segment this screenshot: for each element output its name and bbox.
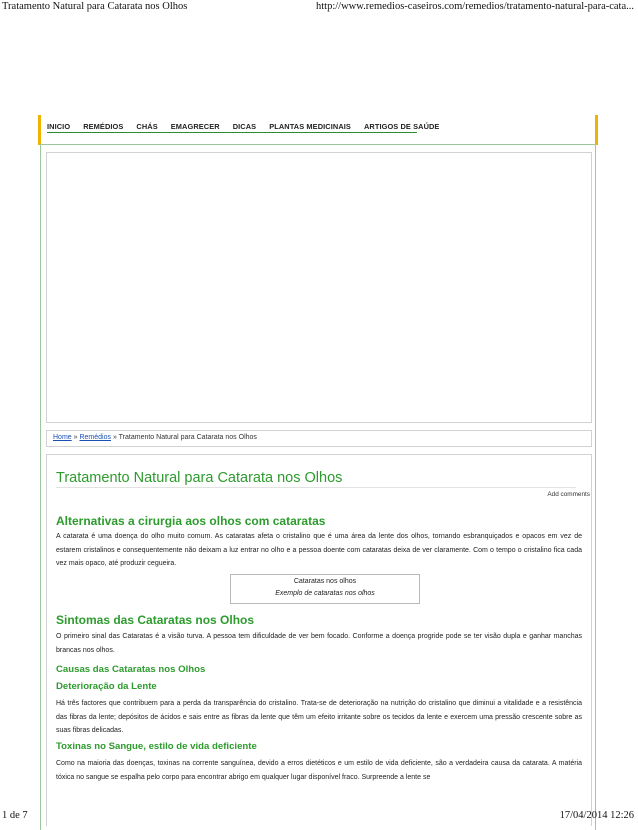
paragraph-toxinas: Como na maioria das doenças, toxinas na corrente sanguínea, devido a erros dietéticos e um estilo de vida deficiente, são a verdadeira causa da catarata. A matéria tóxica no sangue se espalha pelo corpo para encontrar abrigo em qualquer lugar disponível fraco. Surpreende a lente se — [56, 760, 582, 781]
nav-item-artigos-de-saude[interactable]: ARTIGOS DE SAÚDE — [363, 122, 440, 131]
ad-area — [46, 152, 592, 423]
print-datetime: 17/04/2014 12:26 — [559, 810, 634, 821]
heading-sintomas: Sintomas das Cataratas nos Olhos — [56, 613, 255, 627]
paragraph-intro: A catarata é uma doença do olho muito comum. As cataratas afeta o cristalino que é uma área da lente dos olhos, tornando esbranquiçados e opacos em vez de estarem cristalinos e consequentemente não deixam a luz entrar no olho e a pessoa doente com cataratas deixa de ver claramente. Com o tempo o cristalino fica cada vez mais opaco, até produzir cegueira. — [56, 533, 582, 568]
print-url: http://www.remedios-caseiros.com/remedios/tratamento-natural-para-cata... — [316, 1, 634, 12]
main-nav — [38, 115, 598, 145]
nav-item-inicio[interactable]: INICIO — [47, 122, 71, 131]
print-header — [0, 0, 638, 16]
breadcrumb-remedios-link[interactable]: Remédios — [79, 434, 111, 441]
heading-causas: Causas das Cataratas nos Olhos — [56, 664, 206, 675]
figure-cataratas — [230, 574, 420, 604]
heading-toxinas: Toxinas no Sangue, estilo de vida deficiente — [56, 741, 257, 752]
breadcrumb-home-link[interactable]: Home — [53, 434, 72, 441]
breadcrumb-separator: » — [111, 434, 119, 441]
nav-item-chas[interactable]: CHÁS — [136, 122, 158, 131]
breadcrumb — [46, 430, 592, 447]
nav-item-dicas[interactable]: DICAS — [232, 122, 257, 131]
title-divider — [56, 487, 576, 488]
print-page-title: Tratamento Natural para Catarata nos Olhos — [2, 1, 188, 12]
breadcrumb-current: Tratamento Natural para Catarata nos Olhos — [118, 434, 257, 441]
nav-item-plantas-medicinais[interactable]: PLANTAS MEDICINAIS — [269, 122, 351, 131]
nav-item-remedios[interactable]: REMÉDIOS — [83, 122, 124, 131]
heading-alternativas: Alternativas a cirurgia aos olhos com cataratas — [56, 514, 326, 528]
article-title: Tratamento Natural para Catarata nos Olhos — [56, 470, 343, 486]
nav-item-emagrecer[interactable]: EMAGRECER — [170, 122, 220, 131]
print-page-count: 1 de 7 — [2, 810, 28, 821]
heading-deterioracao: Deterioração da Lente — [56, 681, 157, 692]
nav-underline — [47, 132, 417, 133]
figure-caption: Exemplo de cataratas nos olhos — [275, 590, 375, 597]
breadcrumb-separator: » — [71, 434, 80, 441]
paragraph-sintomas: O primeiro sinal das Cataratas é a visão turva. A pessoa tem dificuldade de ver bem focado. Conforme a doença progride pode se ter visão dupla e ganhar manchas brancas nos olhos. — [56, 633, 582, 654]
add-comments-link[interactable]: Add comments — [547, 491, 590, 498]
figure-alt-text: Cataratas nos olhos — [293, 578, 357, 585]
paragraph-deterioracao: Há três factores que contribuem para a perda da transparência do cristalino. Trata-se de deterioração na nutrição do cristalino que diminui a vitalidade e a resistência das fibras da lente; depósitos de ácidos e sais entre as fibras da lente que têm um efeito irritante sobre os tecidos da lente e exercem uma pressão crescente sobre as suas fibras delicadas. — [56, 700, 582, 735]
print-footer — [0, 810, 638, 826]
